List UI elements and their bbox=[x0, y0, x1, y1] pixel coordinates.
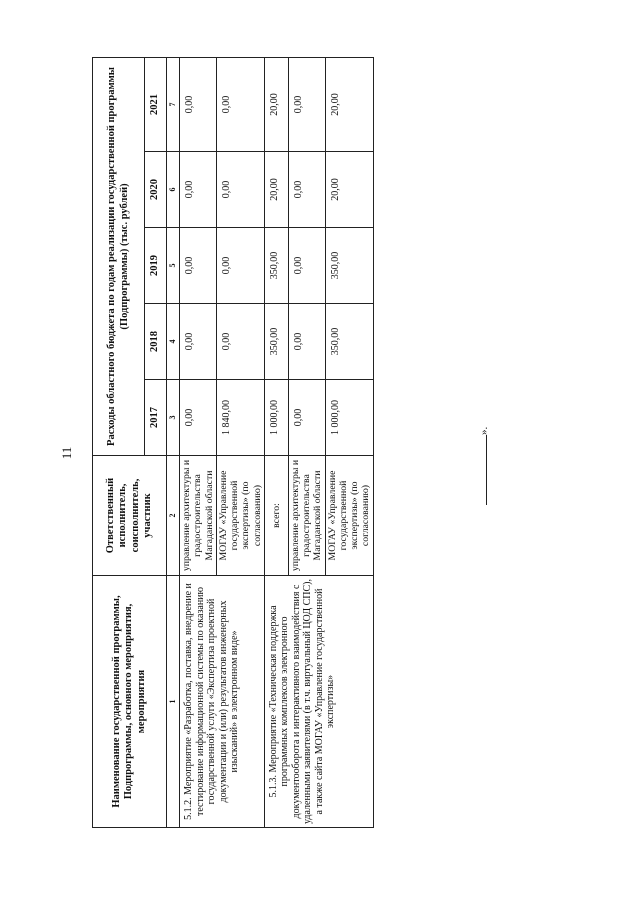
signature-line bbox=[478, 435, 487, 505]
value-cell: 350,00 bbox=[264, 228, 288, 304]
value-cell: 350,00 bbox=[325, 304, 373, 380]
column-number: 4 bbox=[167, 304, 180, 380]
column-number: 1 bbox=[167, 576, 180, 828]
value-cell: 0,00 bbox=[180, 152, 217, 228]
budget-table bbox=[92, 57, 374, 828]
responsible-cell: МОГАУ «Управление государственной экспертизы» (по согласованию) bbox=[216, 456, 264, 576]
value-cell: 350,00 bbox=[264, 304, 288, 380]
value-cell: 0,00 bbox=[180, 380, 217, 456]
header-year: 2019 bbox=[145, 228, 167, 304]
responsible-cell: МОГАУ «Управление государственной экспертизы» (по согласованию) bbox=[325, 456, 373, 576]
value-cell: 0,00 bbox=[216, 152, 264, 228]
value-cell: 350,00 bbox=[325, 228, 373, 304]
value-cell: 1 000,00 bbox=[325, 380, 373, 456]
responsible-cell: всего: bbox=[264, 456, 288, 576]
measure-name: 5.1.3. Мероприятие «Техническая поддержка программных комплексов электронного документооборота и интерактивного взаимодействия с удаленными заявителями (в т.ч. виртуальный ЦОД СПС), а также сайта МОГАУ «Управление государственной экспертизы» bbox=[264, 576, 373, 828]
column-number: 2 bbox=[167, 456, 180, 576]
header-responsible-column: Ответственный исполнитель, соисполнитель, участник bbox=[93, 456, 167, 576]
header-expenses: Расходы областного бюджета по годам реализации государственной программы (Подпрограммы) (тыс. рублей) bbox=[93, 57, 145, 455]
rotated-table-container bbox=[92, 58, 372, 828]
column-number: 6 bbox=[167, 152, 180, 228]
column-number: 5 bbox=[167, 228, 180, 304]
header-name-column: Наименование государственной программы, Подпрограммы, основного мероприятия, мероприятия bbox=[93, 576, 167, 828]
measure-name: 5.1.2. Мероприятие «Разработка, поставка, внедрение и тестирование информационной системы по оказанию государственной услуги «Экспертиза проектной документации и (или) результатов инженерных изысканий» в электронном виде» bbox=[180, 576, 265, 828]
column-number: 3 bbox=[167, 380, 180, 456]
column-number: 7 bbox=[167, 57, 180, 151]
value-cell: 0,00 bbox=[216, 304, 264, 380]
value-cell: 0,00 bbox=[180, 57, 217, 151]
closing-line bbox=[478, 425, 490, 505]
value-cell: 20,00 bbox=[325, 152, 373, 228]
header-year: 2020 bbox=[145, 152, 167, 228]
responsible-cell: управление архитектуры и градостроительства Магаданской области bbox=[288, 456, 325, 576]
header-year: 2018 bbox=[145, 304, 167, 380]
value-cell: 0,00 bbox=[288, 304, 325, 380]
page-number: 11 bbox=[59, 446, 74, 460]
value-cell: 0,00 bbox=[180, 228, 217, 304]
value-cell: 20,00 bbox=[264, 57, 288, 151]
value-cell: 0,00 bbox=[180, 304, 217, 380]
value-cell: 0,00 bbox=[288, 380, 325, 456]
header-year: 2021 bbox=[145, 57, 167, 151]
value-cell: 0,00 bbox=[288, 228, 325, 304]
value-cell: 0,00 bbox=[216, 228, 264, 304]
value-cell: 1 000,00 bbox=[264, 380, 288, 456]
value-cell: 0,00 bbox=[216, 57, 264, 151]
closing-quote: ». bbox=[478, 426, 490, 435]
responsible-cell: управление архитектуры и градостроительства Магаданской области bbox=[180, 456, 217, 576]
value-cell: 20,00 bbox=[264, 152, 288, 228]
value-cell: 1 840,00 bbox=[216, 380, 264, 456]
header-year: 2017 bbox=[145, 380, 167, 456]
value-cell: 0,00 bbox=[288, 57, 325, 151]
value-cell: 0,00 bbox=[288, 152, 325, 228]
value-cell: 20,00 bbox=[325, 57, 373, 151]
